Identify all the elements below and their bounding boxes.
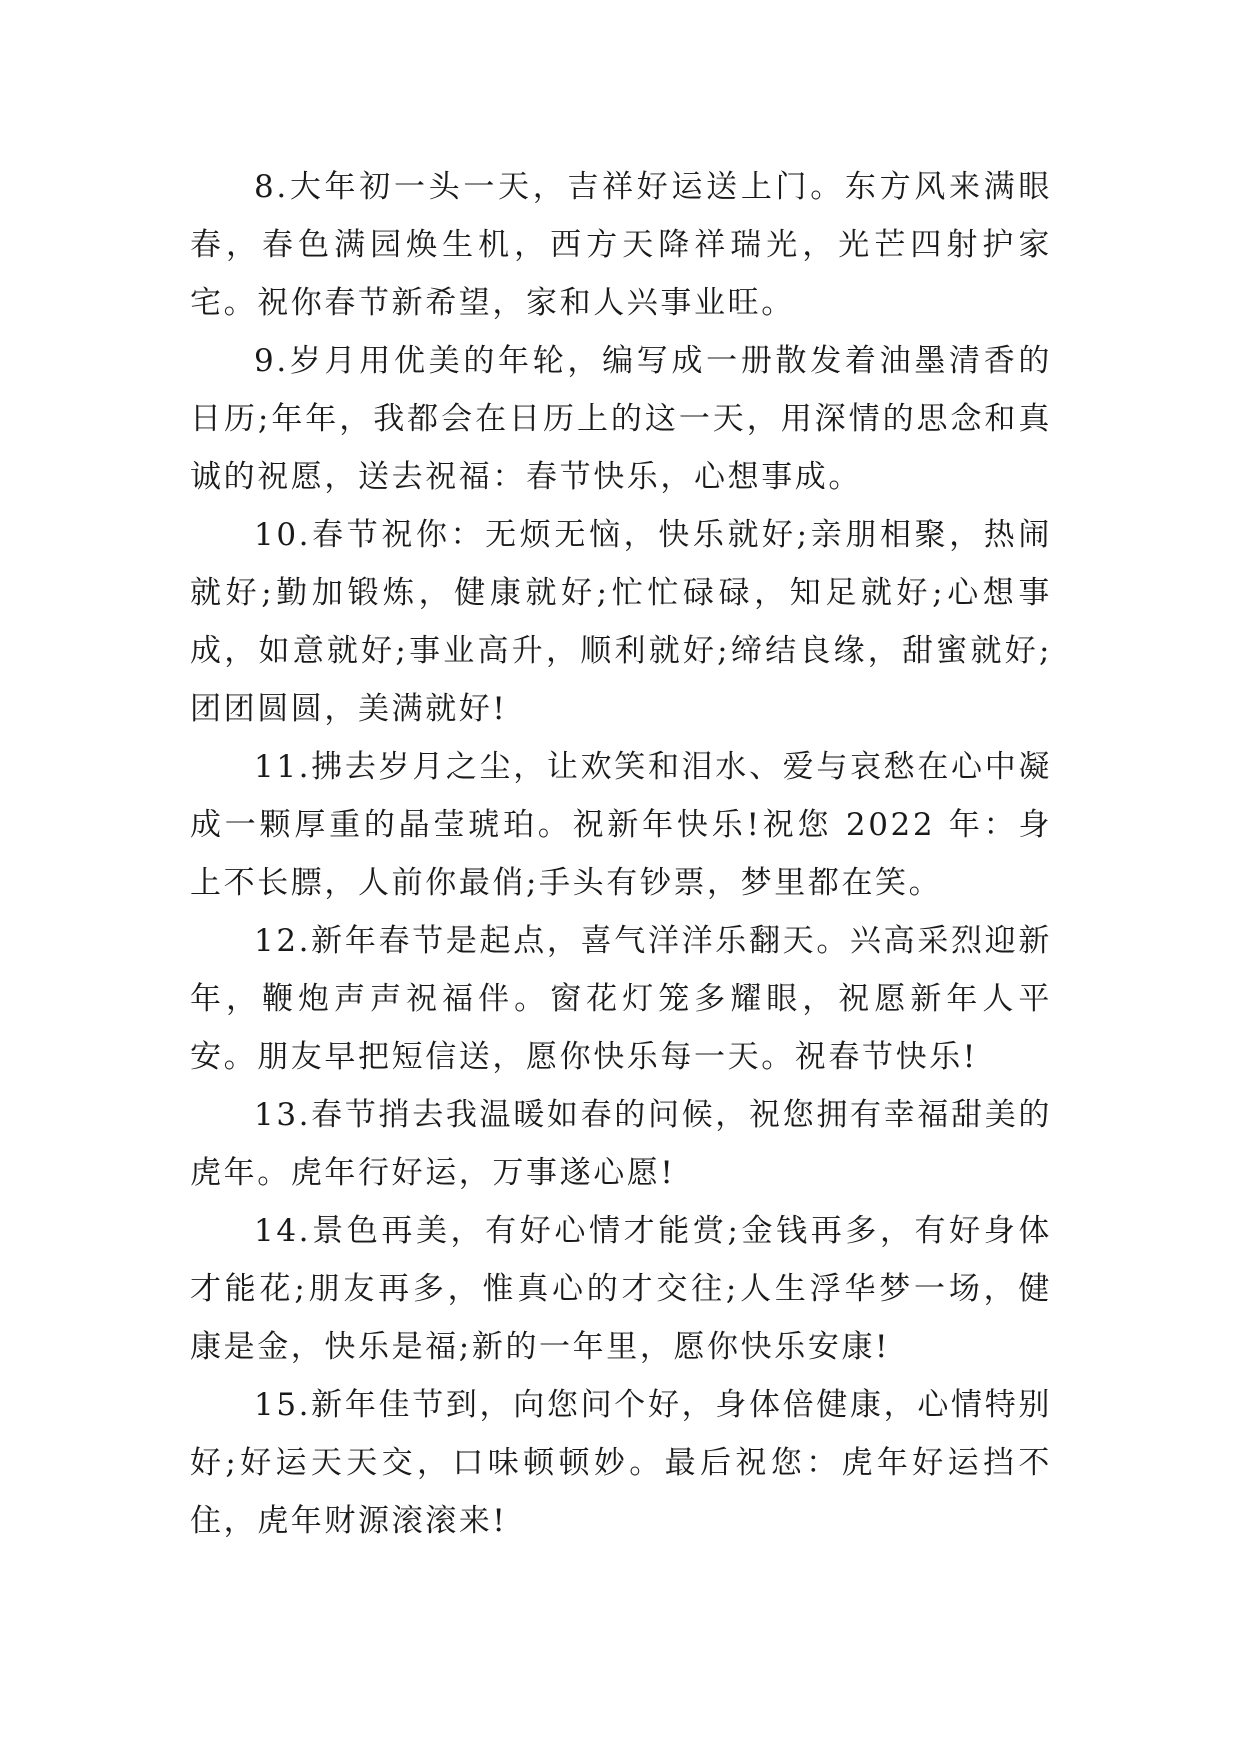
- paragraph-9: 9.岁月用优美的年轮，编写成一册散发着油墨清香的日历;年年，我都会在日历上的这一天，用深情的思念和真诚的祝愿，送去祝福：春节快乐，心想事成。: [190, 343, 1052, 495]
- paragraph-12: 12.新年春节是起点，喜气洋洋乐翻天。兴高采烈迎新年，鞭炮声声祝福伴。窗花灯笼多耀眼，祝愿新年人平安。朋友早把短信送，愿你快乐每一天。祝春节快乐!: [190, 923, 1052, 1075]
- paragraph-11: 11.拂去岁月之尘，让欢笑和泪水、爱与哀愁在心中凝成一颗厚重的晶莹琥珀。祝新年快乐!祝您 2022 年：身上不长膘，人前你最俏;手头有钞票，梦里都在笑。: [190, 749, 1052, 901]
- paragraph-10: 10.春节祝你：无烦无恼，快乐就好;亲朋相聚，热闹就好;勤加锻炼，健康就好;忙忙碌碌，知足就好;心想事成，如意就好;事业高升，顺利就好;缔结良缘，甜蜜就好;团团圆圆，美满就好!: [190, 517, 1052, 727]
- paragraph-14: 14.景色再美，有好心情才能赏;金钱再多，有好身体才能花;朋友再多，惟真心的才交往;人生浮华梦一场，健康是金，快乐是福;新的一年里，愿你快乐安康!: [190, 1213, 1052, 1365]
- paragraph-15: 15.新年佳节到，向您问个好，身体倍健康，心情特别好;好运天天交，口味顿顿妙。最后祝您：虎年好运挡不住，虎年财源滚滚来!: [190, 1387, 1052, 1539]
- paragraph-13: 13.春节捎去我温暖如春的问候，祝您拥有幸福甜美的虎年。虎年行好运，万事遂心愿!: [190, 1097, 1052, 1191]
- document-body: [190, 158, 1052, 1550]
- paragraph-8: 8.大年初一头一天，吉祥好运送上门。东方风来满眼春，春色满园焕生机，西方天降祥瑞光，光芒四射护家宅。祝你春节新希望，家和人兴事业旺。: [190, 169, 1052, 321]
